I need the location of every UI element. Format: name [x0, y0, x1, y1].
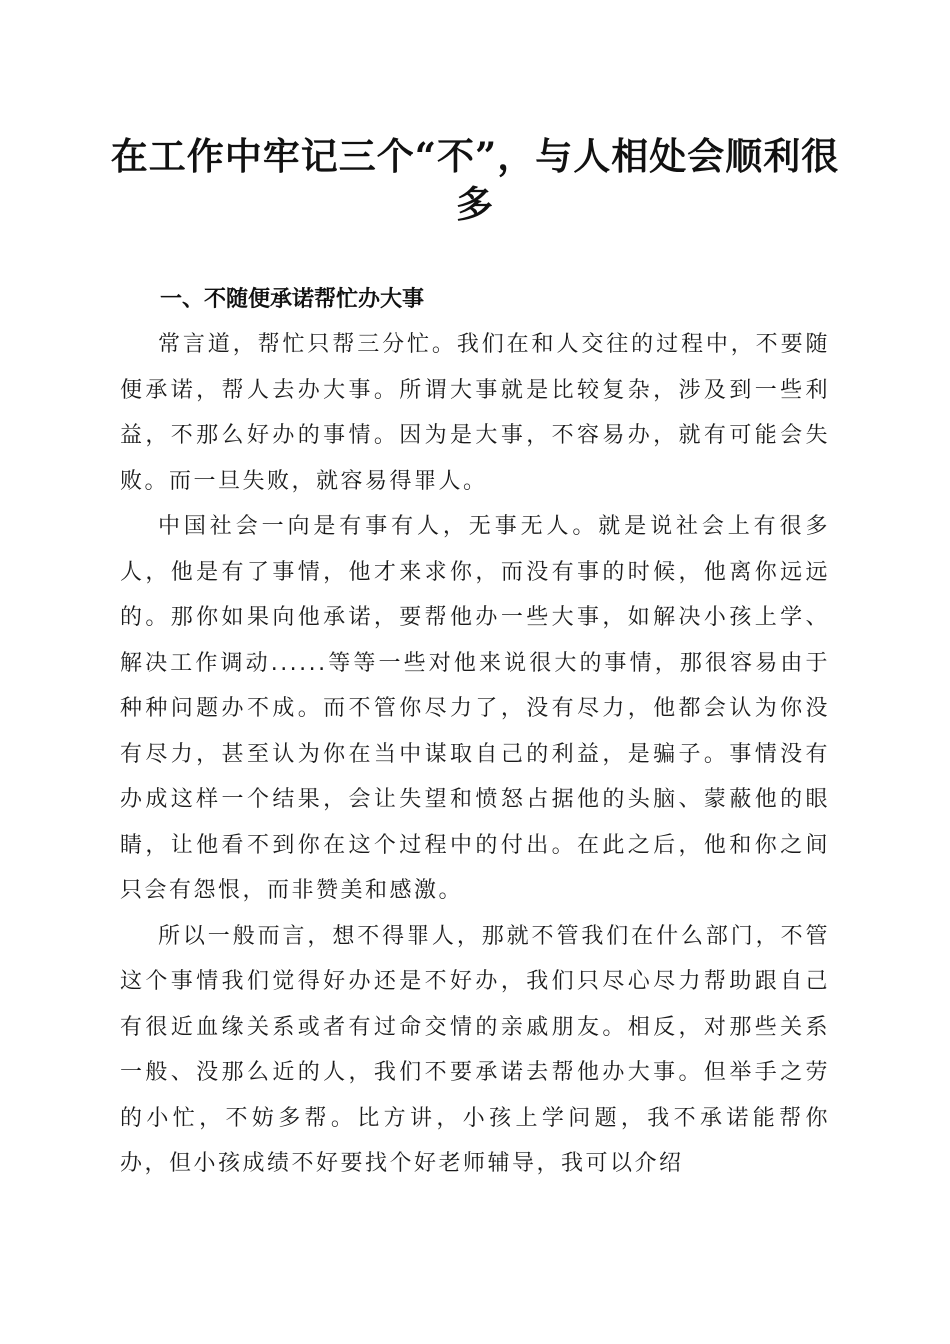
paragraph-2: 中国社会一向是有事有人，无事无人。就是说社会上有很多人，他是有了事情，他才来求你，而没有事的时候，他离你远远的。那你如果向他承诺，要帮他办一些大事，如解决小孩上学、解决工作调动......等等一些对他来说很大的事情，那很容易由于种种问题办不成。而不管你尽力了，没有尽力，他都会认为你没有尽力，甚至认为你在当中谋取自己的利益，是骗子。事情没有办成这样一个结果，会让失望和愤怒占据他的头脑、蒙蔽他的眼睛，让他看不到你在这个过程中的付出。在此之后，他和你之间只会有怨恨，而非赞美和感激。	[120, 514, 830, 903]
document-title: 在工作中牢记三个“不”，与人相处会顺利很多	[110, 134, 840, 226]
paragraph-1: 常言道，帮忙只帮三分忙。我们在和人交往的过程中，不要随便承诺，帮人去办大事。所谓大事就是比较复杂，涉及到一些利益，不那么好办的事情。因为是大事，不容易办，就有可能会失败。而一旦失败，就容易得罪人。	[120, 332, 830, 494]
section-heading: 一、不随便承诺帮忙办大事	[160, 287, 425, 312]
paragraph-3: 所以一般而言，想不得罪人，那就不管我们在什么部门，不管这个事情我们觉得好办还是不好办，我们只尽心尽力帮助跟自己有很近血缘关系或者有过命交情的亲戚朋友。相反，对那些关系一般、没那么近的人，我们不要承诺去帮他办大事。但举手之劳的小忙，不妨多帮。比方讲，小孩上学问题，我不承诺能帮你办，但小孩成绩不好要找个好老师辅导，我可以介绍	[120, 923, 830, 1176]
document-body	[120, 322, 830, 1187]
